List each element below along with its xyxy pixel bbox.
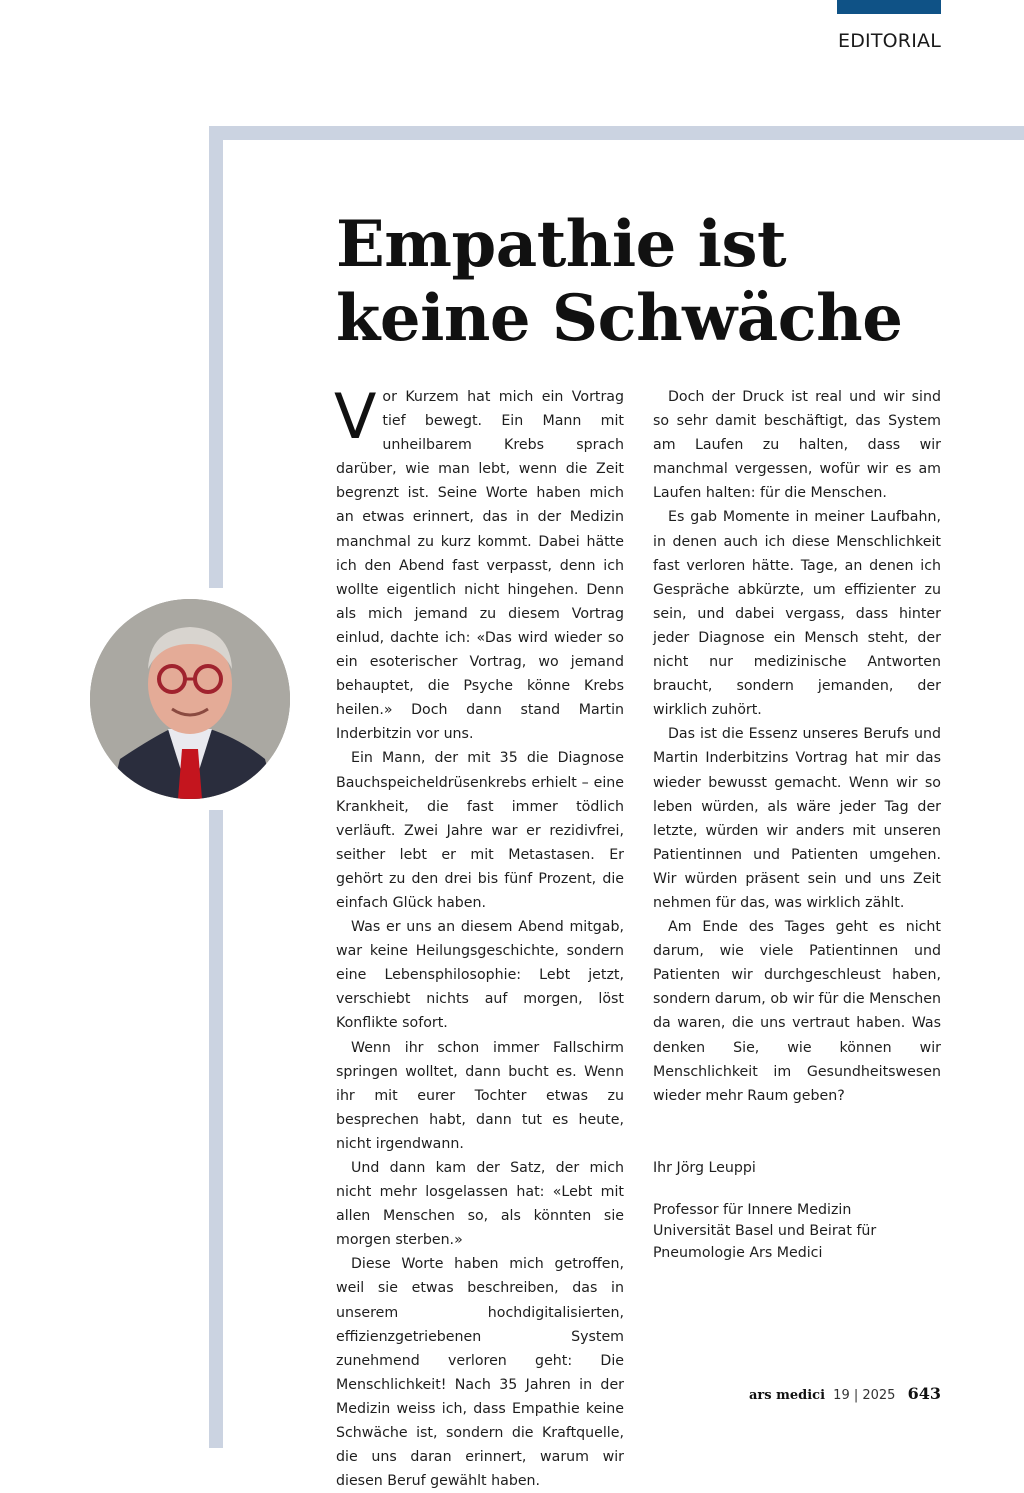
paragraph: Ein Mann, der mit 35 die Diagnose Bauchspeicheldrüsenkrebs erhielt – eine Krankheit, die fast immer tödlich verläuft. Zwei Jahre war er rezidivfrei, seither lebt er mit Metastasen. Er gehört zu den drei bis fünf Prozent, die einfach Glück haben. (336, 750, 624, 911)
decorative-frame-left-upper (209, 126, 223, 588)
article-column-right (653, 385, 941, 1264)
affiliation-line: Professor für Innere Medizin (653, 1201, 852, 1218)
decorative-frame-left-lower (209, 810, 223, 1448)
page-number: 643 (907, 1384, 941, 1403)
section-label: EDITORIAL (838, 30, 941, 52)
paragraph: Diese Worte haben mich getroffen, weil sie etwas beschreiben, das in unserem hochdigitalisierten, effizienzgetriebenen System zunehmend verloren geht: Die Menschlichkeit! Nach 35 Jahren in der Medizin weiss ich, dass Empathie keine Schwäche ist, sondern die Kraftquelle, die uns daran erinnert, warum wir diesen Beruf gewählt haben. (336, 1256, 624, 1490)
section-color-bar (837, 0, 941, 14)
magazine-name: ars medici (749, 1388, 826, 1403)
article-title (336, 208, 902, 356)
decorative-frame-top (209, 126, 1024, 140)
affiliation-line: Pneumologie Ars Medici (653, 1244, 823, 1261)
author-portrait-icon (90, 599, 290, 799)
paragraph: Das ist die Essenz unseres Berufs und Martin Inderbitzins Vortrag hat mir das wieder bewusst gemacht. Wenn wir so leben würden, als wäre jeder Tag der letzte, würden wir anders mit unseren Patientinnen und Patienten umgehen. Wir würden präsent sein und uns Zeit nehmen für das, was wirklich zählt. (653, 726, 941, 911)
drop-cap: V (334, 380, 377, 453)
title-line-2: keine Schwäche (336, 281, 903, 356)
paragraph: Es gab Momente in meiner Laufbahn, in denen auch ich diese Menschlichkeit fast verloren hätte. Tage, an denen ich Gespräche abkürzte, um effizienter zu sein, und dabei vergass, dass hinter jeder Diagnose ein Mensch steht, der nicht nur medizinische Antworten braucht, sondern jemanden, der wirklich zuhört. (653, 509, 941, 719)
page-footer (749, 1384, 941, 1403)
title-line-1: Empathie ist (336, 207, 787, 282)
issue-number: 19 | 2025 (833, 1388, 896, 1403)
author-signature: Ihr Jörg Leuppi (653, 1159, 756, 1176)
paragraph: Was er uns an diesem Abend mitgab, war keine Heilungsgeschichte, sondern eine Lebensphilosophie: Lebt jetzt, verschiebt nichts auf morgen, löst Konflikte sofort. (336, 919, 624, 1032)
author-affiliation (653, 1200, 941, 1265)
paragraph: Und dann kam der Satz, der mich nicht mehr losgelassen hat: «Lebt mit allen Menschen so, als könnten sie morgen sterben.» (336, 1160, 624, 1249)
author-portrait (90, 599, 290, 799)
paragraph: Doch der Druck ist real und wir sind so sehr damit beschäftigt, das System am Laufen zu halten, dass wir manchmal vergessen, wofür wir es am Laufen halten: für die Menschen. (653, 389, 941, 502)
affiliation-line: Universität Basel und Beirat für (653, 1223, 877, 1240)
article-column-left (334, 380, 624, 1493)
paragraph: Vor Kurzem hat mich ein Vortrag tief bewegt. Ein Mann mit unheilbarem Krebs sprach darüber, wie man lebt, wenn die Zeit begrenzt ist. Seine Worte haben mich an etwas erinnert, das in der Medizin manchmal zu kurz kommt. Dabei hätte ich den Abend fast verpasst, denn ich wollte eigentlich nicht hingehen. Denn als mich jemand zu diesem Vortrag einlud, dachte ich: «Das wird wieder so ein esoterischer Vortrag, wo jemand behauptet, die Psyche könne Krebs heilen.» Doch dann stand Martin Inderbitzin vor uns. (334, 380, 624, 743)
paragraph: Am Ende des Tages geht es nicht darum, wie viele Patientinnen und Patienten wir durchgeschleust haben, sondern darum, ob wir für die Menschen da waren, die uns vertraut haben. Was denken Sie, wie können wir Menschlichkeit im Gesundheitswesen wieder mehr Raum geben? (653, 919, 941, 1104)
paragraph: Wenn ihr schon immer Fallschirm springen wolltet, dann bucht es. Wenn ihr mit eurer Tochter etwas zu besprechen habt, dann tut es heute, nicht irgendwann. (336, 1039, 624, 1152)
